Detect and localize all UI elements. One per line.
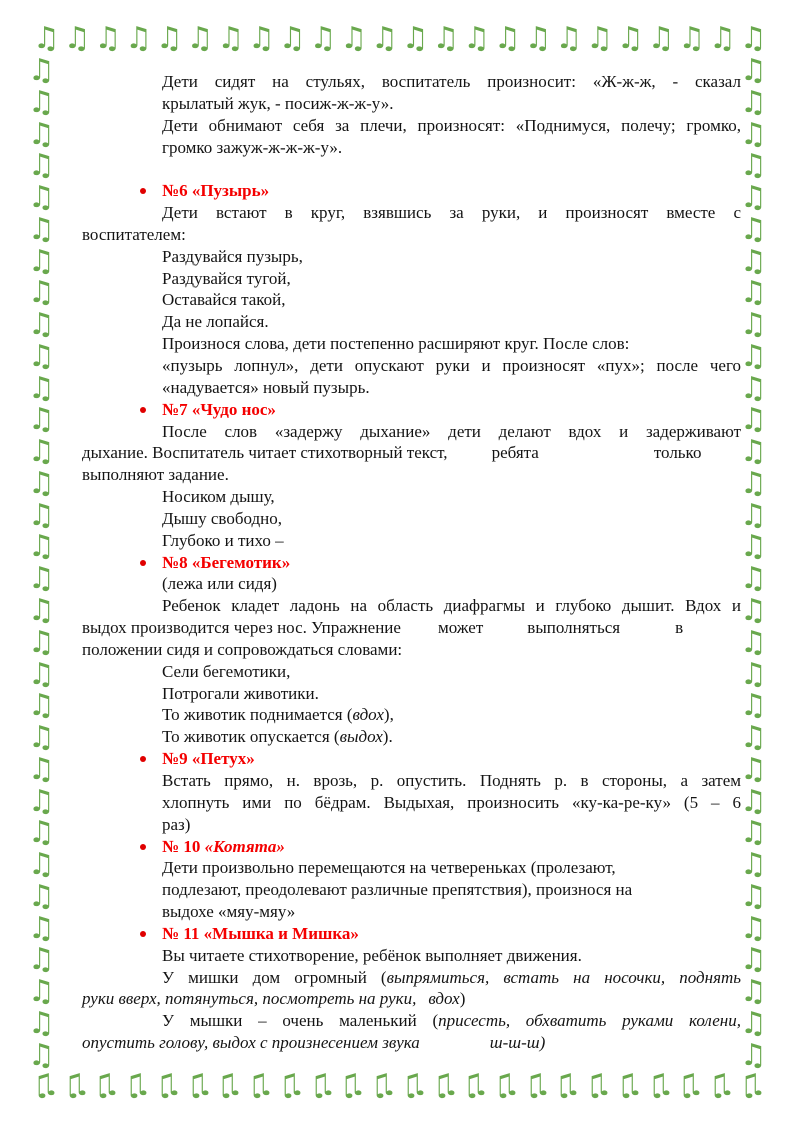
music-note-icon: ♫: [248, 21, 276, 56]
text-line: [82, 617, 741, 639]
music-note-icon: ♫: [28, 116, 55, 152]
text-run: № 11 «Мышка и Мишка»: [162, 923, 359, 943]
text-run: Дети сидят на стульях, воспитатель произносит: «Ж-ж-ж, - сказал: [162, 72, 741, 91]
text-run: ),: [383, 705, 394, 725]
music-note-icon: ♫: [740, 275, 767, 311]
music-note-icon: ♫: [28, 1005, 55, 1041]
text-run: раз): [162, 814, 191, 834]
music-note-icon: ♫: [740, 561, 767, 597]
music-note-icon: ♫: [371, 1068, 398, 1103]
bullet-list-item: [82, 552, 741, 574]
bullet-icon: [140, 188, 146, 194]
text-line: [82, 595, 741, 617]
text-line: [82, 289, 741, 311]
music-note-icon: ♫: [28, 243, 55, 279]
bullet-list-item: [82, 399, 741, 421]
music-note-icon: ♫: [739, 1068, 767, 1103]
music-note-icon: ♫: [309, 21, 337, 56]
music-note-icon: ♫: [432, 21, 460, 56]
text-run: положении сидя и сопровождаться словами:: [82, 639, 403, 659]
text-run: После слов «задержу дыхание» дети делают вдох и задерживают: [162, 421, 741, 441]
text-run: выпрямиться, встать на носочки, поднять: [386, 967, 741, 987]
music-note-icon: ♫: [28, 307, 55, 343]
text-run: Потрогали животики.: [162, 683, 319, 703]
text-run: в: [675, 618, 684, 638]
text-run: (лежа или сидя): [162, 574, 277, 594]
text-run: выдох производится через нос. Упражнение: [82, 618, 401, 638]
text-run: №9 «Петух»: [162, 749, 255, 769]
text-line: [82, 945, 741, 967]
text-run: Встать прямо, н. врозь, р. опустить. Поднять р. в стороны, а затем: [162, 771, 741, 790]
music-note-icon: ♫: [28, 624, 55, 660]
text-run: Дети произвольно перемещаются на четвереньках (пролезают,: [162, 858, 616, 878]
text-line: [82, 530, 741, 552]
text-run: присесть, обхватить руками колени,: [438, 1011, 741, 1031]
music-note-icon: ♫: [28, 783, 55, 819]
text-line: [82, 901, 741, 923]
text-run: Дети обнимают себя за плечи, произносят: «Поднимуся, полечу; громко,: [162, 115, 741, 135]
text-line: [82, 770, 741, 792]
music-note-icon: ♫: [616, 21, 644, 56]
text-run: №8 «Бегемотик»: [162, 552, 291, 572]
music-note-icon: ♫: [647, 1068, 675, 1103]
text-line: [82, 202, 741, 224]
music-note-icon: ♫: [740, 116, 767, 152]
music-note-icon: ♫: [709, 1068, 737, 1103]
blank-line: [82, 158, 741, 180]
music-note-icon: ♫: [740, 815, 767, 851]
music-note-border-top: [33, 21, 767, 56]
music-note-icon: ♫: [278, 21, 306, 56]
text-run: опустить голову, выдох с произнесением звука: [82, 1033, 420, 1053]
music-note-icon: ♫: [678, 21, 706, 56]
music-note-icon: ♫: [278, 1068, 306, 1103]
music-note-icon: ♫: [28, 275, 55, 311]
text-line: [82, 442, 741, 464]
text-run: ): [459, 989, 466, 1009]
text-run: У мышки – очень маленький (: [162, 1011, 439, 1031]
music-note-icon: ♫: [63, 1068, 91, 1103]
text-run: У мишки дом огромный (: [162, 967, 387, 987]
text-line: [82, 879, 741, 901]
text-run: Сели бегемотики,: [162, 661, 291, 681]
music-note-icon: ♫: [740, 656, 767, 692]
music-note-icon: ♫: [739, 21, 767, 56]
text-run: может: [437, 618, 484, 638]
music-note-icon: ♫: [248, 1068, 276, 1103]
text-run: выдох: [339, 727, 383, 747]
music-note-icon: ♫: [28, 529, 55, 565]
music-note-icon: ♫: [28, 370, 55, 406]
text-run: Глубоко и тихо –: [162, 530, 284, 550]
text-run: Вы читаете стихотворение, ребёнок выполняет движения.: [162, 945, 582, 965]
bullet-icon: [140, 844, 146, 850]
music-note-icon: ♫: [401, 1068, 429, 1103]
tab-space: [420, 1047, 490, 1048]
text-run: «Котята»: [204, 836, 285, 856]
text-run: воспитателем:: [82, 224, 186, 244]
music-note-icon: ♫: [740, 529, 767, 565]
music-note-icon: ♫: [740, 593, 767, 629]
text-line: [82, 377, 741, 399]
music-note-icon: ♫: [186, 1068, 214, 1103]
music-note-icon: ♫: [463, 1068, 491, 1103]
music-note-icon: ♫: [186, 21, 214, 56]
music-note-icon: ♫: [740, 1005, 767, 1041]
tab-space: [539, 457, 654, 458]
text-run: №7 «Чудо нос»: [162, 399, 276, 419]
text-run: «пузырь лопнул», дети опускают руки и произносят «пух»; после чего: [162, 355, 741, 375]
text-line: [82, 1032, 741, 1054]
music-note-icon: ♫: [309, 1068, 337, 1103]
text-line: [82, 421, 741, 443]
music-note-icon: ♫: [63, 21, 91, 56]
music-note-icon: ♫: [28, 1037, 55, 1073]
text-run: Дети встают в круг, взявшись за руки, и произносят вместе с: [162, 203, 741, 223]
text-run: громко зажуж-ж-ж-ж-у».: [162, 137, 343, 157]
bullet-icon: [140, 407, 146, 413]
music-note-border-right: [740, 53, 772, 1073]
music-note-icon: ♫: [740, 465, 767, 501]
music-note-icon: ♫: [709, 21, 737, 56]
music-note-icon: ♫: [740, 338, 767, 374]
music-note-icon: ♫: [740, 878, 767, 914]
music-note-icon: ♫: [155, 1068, 183, 1103]
music-note-icon: ♫: [28, 84, 55, 120]
music-note-icon: ♫: [28, 180, 55, 216]
text-line: [82, 268, 741, 290]
music-note-icon: ♫: [94, 1068, 122, 1103]
music-note-icon: ♫: [33, 21, 60, 56]
text-run: Дышу свободно,: [162, 508, 282, 528]
text-line: [82, 464, 741, 486]
music-note-icon: ♫: [740, 370, 767, 406]
music-note-icon: ♫: [740, 497, 767, 533]
music-note-icon: ♫: [28, 434, 55, 470]
music-note-icon: ♫: [740, 402, 767, 438]
music-note-icon: ♫: [555, 21, 583, 56]
music-note-icon: ♫: [28, 688, 55, 724]
music-note-icon: ♫: [432, 1068, 460, 1103]
text-run: ребята: [491, 443, 539, 463]
text-run: Ребенок кладет ладонь на область диафрагмы и глубоко дышит. Вдох и: [162, 596, 741, 616]
text-run: вдох: [428, 989, 460, 1009]
text-run: Носиком дышу,: [162, 487, 275, 507]
text-line: [82, 661, 741, 683]
music-note-icon: ♫: [340, 21, 368, 56]
text-run: выдохе «мяу-мяу»: [162, 902, 296, 922]
music-note-icon: ♫: [33, 1068, 60, 1103]
music-note-icon: ♫: [28, 148, 55, 184]
text-line: [82, 1010, 741, 1032]
music-note-icon: ♫: [155, 21, 183, 56]
music-note-icon: ♫: [28, 878, 55, 914]
text-run: Раздувайся пузырь,: [162, 246, 303, 266]
text-line: [82, 137, 741, 159]
text-line: [82, 333, 741, 355]
music-note-icon: ♫: [647, 21, 675, 56]
text-run: руки вверх, потянуться, посмотреть на руки,: [82, 989, 417, 1009]
text-run: № 10: [162, 836, 205, 856]
text-run: Раздувайся тугой,: [162, 268, 291, 288]
music-note-icon: ♫: [28, 974, 55, 1010]
text-run: «надувается» новый пузырь.: [162, 377, 370, 397]
music-note-icon: ♫: [28, 402, 55, 438]
text-line: [82, 486, 741, 508]
text-line: [82, 814, 741, 836]
music-note-icon: ♫: [401, 21, 429, 56]
tab-space: [448, 457, 492, 458]
music-note-icon: ♫: [28, 910, 55, 946]
music-note-icon: ♫: [740, 688, 767, 724]
music-note-icon: ♫: [740, 624, 767, 660]
text-line: [82, 792, 741, 814]
music-note-icon: ♫: [740, 243, 767, 279]
music-note-icon: ♫: [28, 338, 55, 374]
text-line: [82, 704, 741, 726]
tab-space: [401, 632, 438, 633]
music-note-icon: ♫: [94, 21, 122, 56]
text-line: [82, 726, 741, 748]
text-run: Оставайся такой,: [162, 290, 286, 310]
text-line: [82, 246, 741, 268]
text-line: [82, 683, 741, 705]
music-note-icon: ♫: [494, 1068, 521, 1103]
bullet-list-item: [82, 748, 741, 770]
music-note-icon: ♫: [740, 910, 767, 946]
text-run: То животик опускается (: [162, 727, 340, 747]
music-note-icon: ♫: [217, 1068, 245, 1103]
text-run: выполняют задание.: [82, 465, 229, 485]
bullet-list-item: [82, 923, 741, 945]
music-note-icon: ♫: [125, 1068, 153, 1103]
tab-space: [416, 1003, 428, 1004]
music-note-icon: ♫: [740, 307, 767, 343]
music-note-icon: ♫: [28, 720, 55, 756]
music-note-icon: ♫: [740, 974, 767, 1010]
music-note-icon: ♫: [740, 720, 767, 756]
music-note-icon: ♫: [28, 656, 55, 692]
music-note-icon: ♫: [740, 84, 767, 120]
text-run: дыхание. Воспитатель читает стихотворный текст,: [82, 443, 448, 463]
text-run: ш-ш-ш): [489, 1033, 546, 1053]
music-note-icon: ♫: [28, 561, 55, 597]
text-run: хлопнуть ими по бёдрам. Выдыхая, произносить «ку-ка-ре-ку» (5 – 6: [162, 792, 741, 812]
music-note-icon: ♫: [28, 465, 55, 501]
music-note-icon: ♫: [740, 434, 767, 470]
text-run: №6 «Пузырь»: [162, 181, 270, 201]
music-note-icon: ♫: [586, 21, 614, 56]
music-note-icon: ♫: [740, 847, 767, 883]
tab-space: [483, 632, 527, 633]
music-note-icon: ♫: [524, 1068, 552, 1103]
music-note-icon: ♫: [28, 815, 55, 851]
document-content: [82, 71, 741, 1054]
music-note-icon: ♫: [217, 21, 245, 56]
bullet-icon: [140, 560, 146, 566]
music-note-icon: ♫: [678, 1068, 706, 1103]
music-note-icon: ♫: [28, 497, 55, 533]
music-note-icon: ♫: [371, 21, 398, 56]
music-note-icon: ♫: [28, 751, 55, 787]
music-note-icon: ♫: [28, 847, 55, 883]
text-run: ).: [382, 727, 393, 747]
music-note-icon: ♫: [740, 180, 767, 216]
music-note-icon: ♫: [28, 593, 55, 629]
bullet-icon: [140, 931, 146, 937]
music-note-icon: ♫: [586, 1068, 614, 1103]
music-note-icon: ♫: [740, 53, 767, 88]
text-run: крылатый жук, - посиж-ж-ж-у».: [162, 93, 394, 113]
music-note-border-bottom: [33, 1068, 767, 1103]
music-note-icon: ♫: [463, 21, 491, 56]
music-note-icon: ♫: [524, 21, 552, 56]
text-line: [82, 224, 741, 246]
text-run: только: [653, 443, 702, 463]
music-note-icon: ♫: [740, 211, 767, 247]
music-note-icon: ♫: [740, 751, 767, 787]
text-line: [82, 988, 741, 1010]
text-line: [82, 115, 741, 137]
text-line: [82, 71, 741, 93]
music-note-icon: ♫: [555, 1068, 583, 1103]
music-note-icon: ♫: [494, 21, 521, 56]
text-line: [82, 93, 741, 115]
text-line: [82, 857, 741, 879]
text-run: подлезают, преодолевают различные препятствия), произнося на: [162, 880, 633, 900]
text-run: выполняться: [527, 618, 621, 638]
music-note-icon: ♫: [740, 1037, 767, 1073]
bullet-icon: [140, 756, 146, 762]
text-line: [82, 508, 741, 530]
text-line: [82, 967, 741, 989]
text-run: Произнося слова, дети постепенно расширяют круг. После слов:: [162, 334, 630, 354]
music-note-icon: ♫: [740, 148, 767, 184]
music-note-icon: ♫: [28, 942, 55, 978]
music-note-icon: ♫: [28, 211, 55, 247]
text-line: [82, 355, 741, 377]
tab-space: [620, 632, 675, 633]
text-run: вдох: [352, 705, 384, 725]
music-note-icon: ♫: [340, 1068, 368, 1103]
music-note-icon: ♫: [616, 1068, 644, 1103]
music-note-border-left: [28, 53, 60, 1073]
music-note-icon: ♫: [28, 53, 55, 88]
text-run: Да не лопайся.: [162, 312, 269, 332]
bullet-list-item: [82, 836, 741, 858]
bullet-list-item: [82, 180, 741, 202]
text-run: То животик поднимается (: [162, 705, 353, 725]
text-line: [82, 311, 741, 333]
text-line: [82, 573, 741, 595]
music-note-icon: ♫: [125, 21, 153, 56]
music-note-icon: ♫: [740, 942, 767, 978]
music-note-icon: ♫: [740, 783, 767, 819]
text-line: [82, 639, 741, 661]
